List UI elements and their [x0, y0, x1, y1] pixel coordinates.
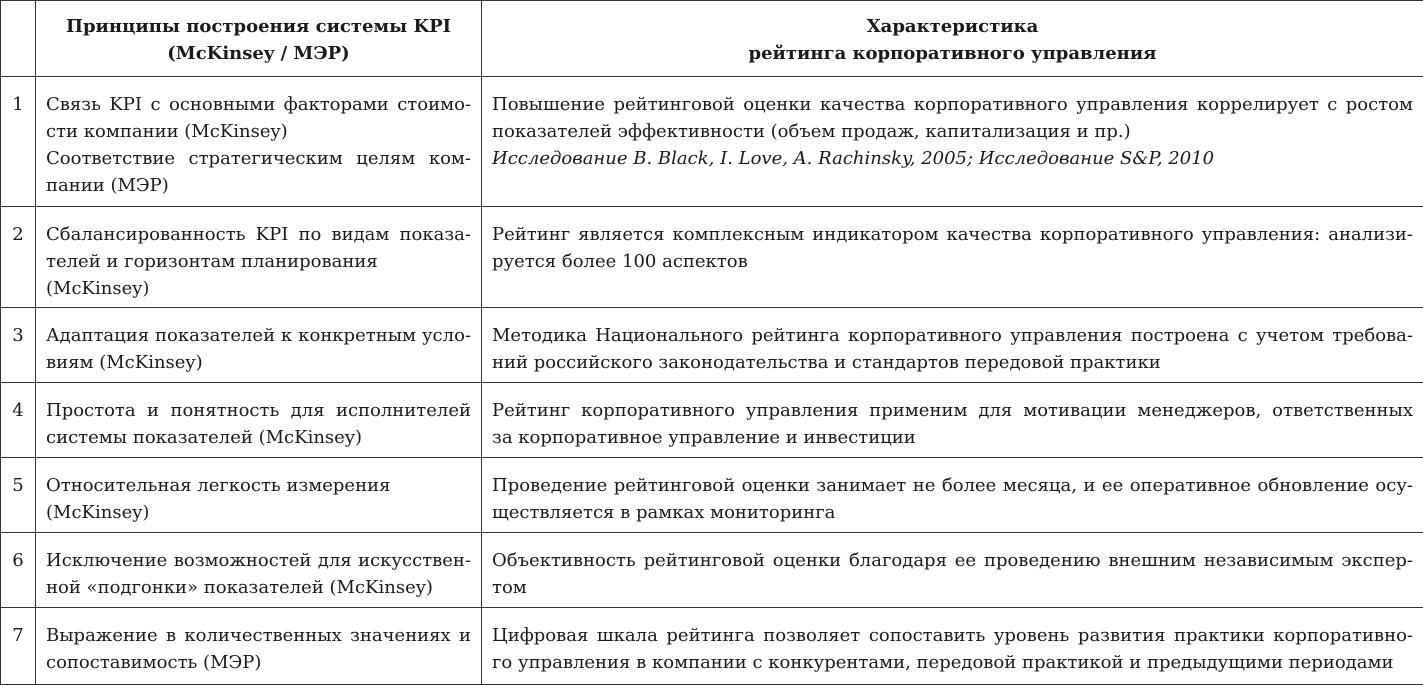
- row-number: 6: [1, 533, 36, 608]
- rating-line: го управления в компании с конкурентами, передовой практикой и предыдущими периодами: [492, 649, 1413, 676]
- principle-line: Соответствие стратегическим целям ком-: [46, 145, 471, 172]
- header-principles-cell: [36, 1, 482, 77]
- rating-line: ществляется в рамках мониторинга: [492, 499, 1413, 526]
- header-rating-line2: рейтинга корпоративного управления: [482, 40, 1423, 67]
- table-row: [1, 207, 1423, 308]
- row-number: 5: [1, 458, 36, 533]
- principle-line: виям (McKinsey): [46, 349, 471, 376]
- principle-cell: [36, 77, 482, 207]
- rating-source-line: Исследование B. Black, I. Love, A. Rachinsky, 2005; Исследование S&P, 2010: [492, 145, 1413, 172]
- principle-line: Относительная легкость измерения: [46, 472, 471, 499]
- row-number: 4: [1, 383, 36, 458]
- rating-cell: [482, 533, 1423, 608]
- principle-cell: [36, 308, 482, 383]
- table-row: [1, 533, 1423, 608]
- header-rating-cell: [482, 1, 1423, 77]
- rating-cell: [482, 308, 1423, 383]
- principle-cell: [36, 533, 482, 608]
- header-principles-line1: Принципы построения системы KPI: [36, 13, 481, 40]
- principle-line: телей и горизонтам планирования: [46, 248, 471, 275]
- principle-cell: [36, 608, 482, 685]
- principle-cell: [36, 458, 482, 533]
- rating-line: за корпоративное управление и инвестиции: [492, 424, 1413, 451]
- table-row: [1, 383, 1423, 458]
- principle-line: Исключение возможностей для искусствен-: [46, 547, 471, 574]
- rating-line: Проведение рейтинговой оценки занимает не более месяца, и ее оперативное обновление осу-: [492, 472, 1413, 499]
- principle-line: Адаптация показателей к конкретным усло-: [46, 322, 471, 349]
- principle-line: сти компании (McKinsey): [46, 118, 471, 145]
- rating-line: показателей эффективности (объем продаж, капитализация и пр.): [492, 118, 1413, 145]
- principle-line: (McKinsey): [46, 275, 471, 302]
- row-number: 2: [1, 207, 36, 308]
- rating-cell: [482, 383, 1423, 458]
- rating-line: Повышение рейтинговой оценки качества корпоративного управления коррелирует с ростом: [492, 91, 1413, 118]
- principle-line: Сбалансированность KPI по видам показа-: [46, 221, 471, 248]
- rating-cell: [482, 458, 1423, 533]
- principle-line: Простота и понятность для исполнителей: [46, 397, 471, 424]
- table-row: [1, 608, 1423, 685]
- principle-line: сопоставимость (МЭР): [46, 649, 471, 676]
- rating-cell: [482, 608, 1423, 685]
- row-number: 7: [1, 608, 36, 685]
- header-number-cell: [1, 1, 36, 77]
- table-row: [1, 77, 1423, 207]
- rating-line: том: [492, 574, 1413, 601]
- rating-line: Рейтинг корпоративного управления применим для мотивации менеджеров, ответственных: [492, 397, 1413, 424]
- principle-line: системы показателей (McKinsey): [46, 424, 471, 451]
- principle-line: ной «подгонки» показателей (McKinsey): [46, 574, 471, 601]
- rating-line: Объективность рейтинговой оценки благодаря ее проведению внешним независимым экспер-: [492, 547, 1413, 574]
- rating-line: руется более 100 аспектов: [492, 248, 1413, 275]
- principle-cell: [36, 207, 482, 308]
- table-row: [1, 458, 1423, 533]
- rating-line: ний российского законодательства и стандартов передовой практики: [492, 349, 1413, 376]
- principle-line: (McKinsey): [46, 499, 471, 526]
- table-row: [1, 308, 1423, 383]
- table-header-row: [1, 1, 1423, 77]
- header-principles-line2: (McKinsey / МЭР): [36, 40, 481, 67]
- rating-line: Методика Национального рейтинга корпоративного управления построена с учетом требова-: [492, 322, 1413, 349]
- header-rating-line1: Характеристика: [482, 13, 1423, 40]
- principle-cell: [36, 383, 482, 458]
- principle-line: Выражение в количественных значениях и: [46, 622, 471, 649]
- principle-line: Связь KPI с основными факторами стоимо-: [46, 91, 471, 118]
- principle-line: пании (МЭР): [46, 172, 471, 199]
- rating-cell: [482, 77, 1423, 207]
- rating-cell: [482, 207, 1423, 308]
- rating-line: Цифровая шкала рейтинга позволяет сопоставить уровень развития практики корпоративно-: [492, 622, 1413, 649]
- row-number: 3: [1, 308, 36, 383]
- rating-line: Рейтинг является комплексным индикатором качества корпоративного управления: анализи-: [492, 221, 1413, 248]
- row-number: 1: [1, 77, 36, 207]
